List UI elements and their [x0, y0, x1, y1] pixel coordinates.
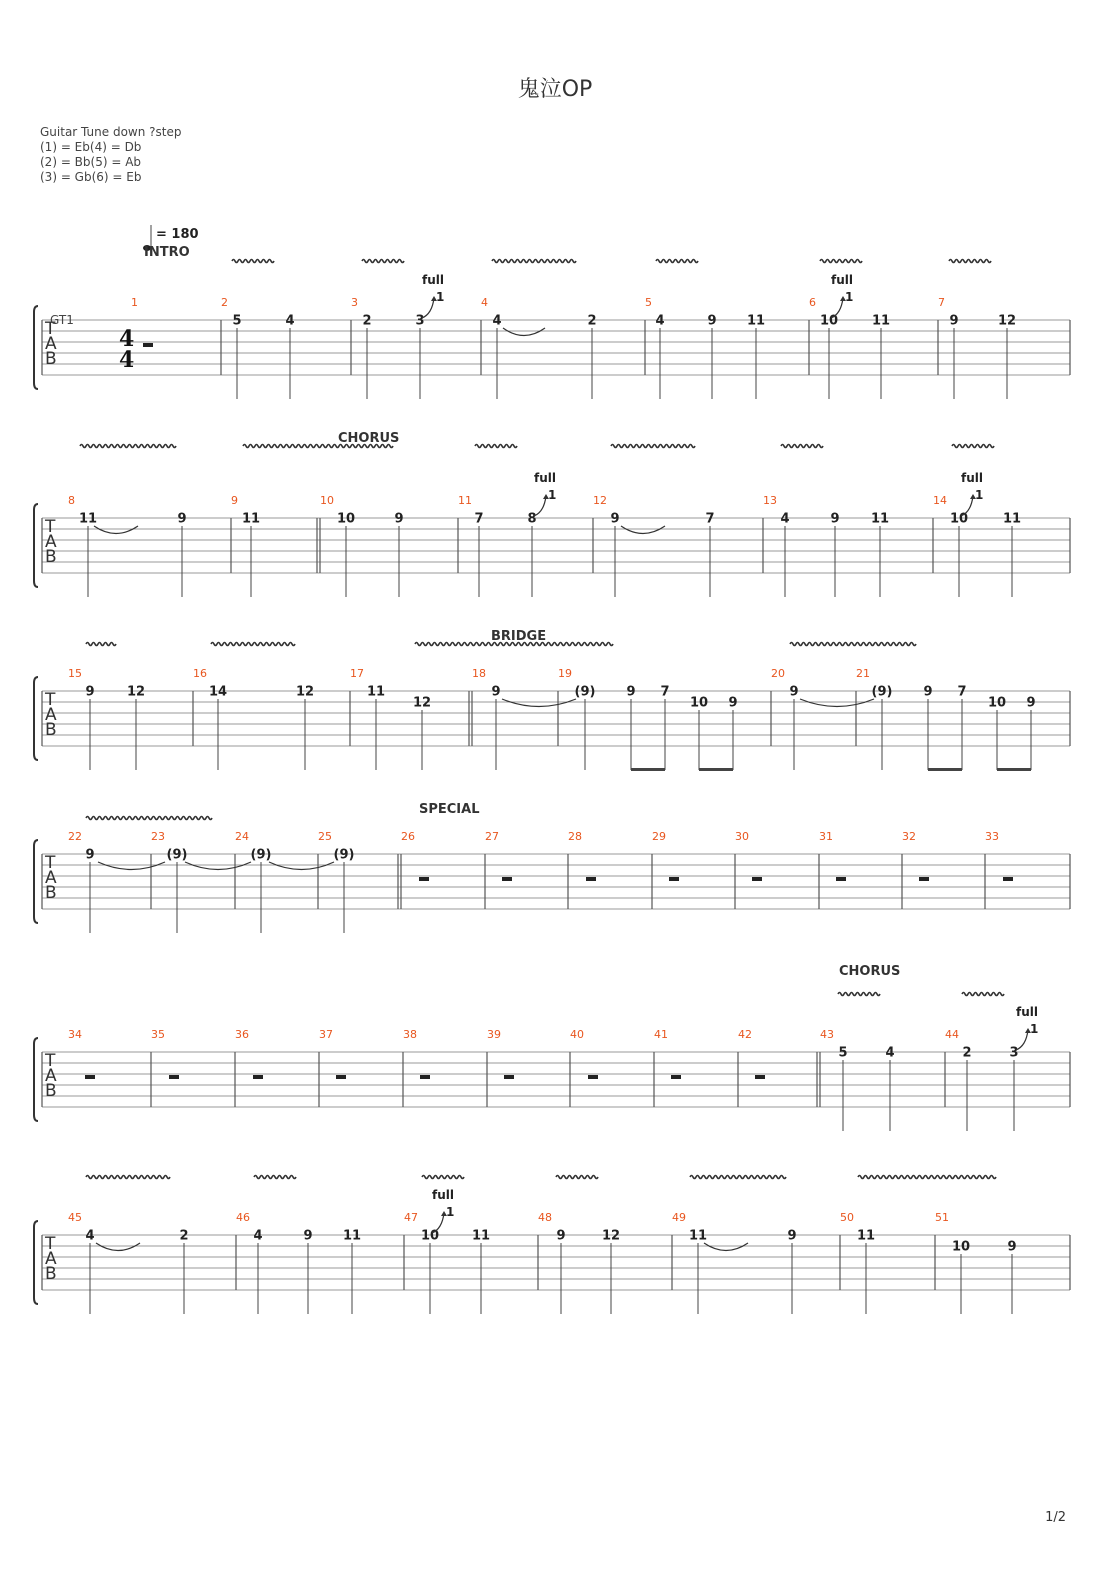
fret-number: 12 — [295, 684, 315, 700]
measure-number: 26 — [401, 830, 415, 843]
fret-number: 11 — [871, 313, 891, 329]
vibrato-mark — [781, 445, 823, 448]
time-signature-top: 4 — [119, 326, 135, 352]
tab-clef-letter: B — [45, 349, 57, 369]
tie-arc — [704, 1243, 748, 1251]
section-label: BRIDGE — [491, 629, 547, 644]
tab-clef-letter: T — [45, 319, 56, 339]
measure-number: 51 — [935, 1211, 949, 1224]
fret-number: 9 — [394, 511, 404, 527]
tab-clef-letter: B — [45, 547, 57, 567]
fret-number: 11 — [366, 684, 386, 700]
system-bracket — [34, 306, 38, 389]
tie-arc — [269, 862, 334, 870]
vibrato-mark — [362, 260, 404, 263]
fret-number: 9 — [728, 695, 738, 711]
fret-number: 9 — [789, 684, 799, 700]
vibrato-mark — [656, 260, 698, 263]
tab-clef-letter: A — [45, 1249, 57, 1269]
half-rest — [504, 1075, 514, 1079]
half-rest — [588, 1075, 598, 1079]
half-rest — [85, 1075, 95, 1079]
bend-label: full — [831, 273, 853, 287]
fret-number: 2 — [962, 1045, 972, 1061]
bend-label: full — [422, 273, 444, 287]
fret-number: 9 — [85, 684, 95, 700]
half-rest — [420, 1075, 430, 1079]
tuning-line: (1) = Eb(4) = Db — [40, 140, 142, 154]
fret-number: 7 — [474, 511, 484, 527]
fret-number: 10 — [819, 313, 839, 329]
measure-number: 48 — [538, 1211, 552, 1224]
measure-number: 40 — [570, 1028, 584, 1041]
bend-amount: 1 — [446, 1205, 455, 1219]
tie-arc — [98, 862, 165, 870]
measure-number: 16 — [193, 667, 207, 680]
beam — [928, 768, 962, 771]
tie-arc — [185, 862, 251, 870]
bend-label: full — [961, 471, 983, 485]
bend-label: full — [432, 1188, 454, 1202]
fret-number: 4 — [885, 1045, 895, 1061]
fret-number: 11 — [342, 1228, 362, 1244]
system-bracket — [34, 1221, 38, 1304]
section-label: CHORUS — [839, 964, 901, 979]
fret-number: 4 — [285, 313, 295, 329]
bend-label: full — [534, 471, 556, 485]
fret-number: 10 — [951, 1239, 971, 1255]
fret-number: 9 — [303, 1228, 313, 1244]
measure-number: 2 — [221, 296, 228, 309]
fret-number: 7 — [705, 511, 715, 527]
half-rest — [752, 877, 762, 881]
measure-number: 42 — [738, 1028, 752, 1041]
vibrato-mark — [422, 1176, 464, 1179]
half-rest — [336, 1075, 346, 1079]
fret-number: 2 — [362, 313, 372, 329]
tab-clef-letter: T — [45, 1234, 56, 1254]
fret-number: 10 — [689, 695, 709, 711]
bend-amount: 1 — [1030, 1022, 1039, 1036]
measure-number: 11 — [458, 494, 472, 507]
section-label: CHORUS — [338, 431, 400, 446]
measure-number: 28 — [568, 830, 582, 843]
vibrato-mark — [86, 643, 116, 646]
measure-number: 14 — [933, 494, 947, 507]
measure-number: 37 — [319, 1028, 333, 1041]
measure-number: 1 — [131, 296, 138, 309]
vibrato-mark — [611, 445, 695, 448]
measure-number: 9 — [231, 494, 238, 507]
fret-number: 4 — [492, 313, 502, 329]
fret-number: 9 — [949, 313, 959, 329]
fret-number: 9 — [610, 511, 620, 527]
vibrato-mark — [820, 260, 862, 263]
measure-number: 38 — [403, 1028, 417, 1041]
fret-number: 2 — [587, 313, 597, 329]
fret-number: 9 — [707, 313, 717, 329]
fret-number: (9) — [574, 684, 596, 700]
system-bracket — [34, 840, 38, 923]
half-rest — [1003, 877, 1013, 881]
vibrato-mark — [690, 1176, 786, 1179]
fret-number: 14 — [208, 684, 228, 700]
beam — [699, 768, 733, 771]
vibrato-mark — [86, 817, 212, 820]
fret-number: 9 — [923, 684, 933, 700]
section-label: INTRO — [144, 245, 190, 260]
half-rest — [669, 877, 679, 881]
fret-number: 5 — [838, 1045, 848, 1061]
measure-number: 27 — [485, 830, 499, 843]
fret-number: 12 — [412, 695, 432, 711]
half-rest — [253, 1075, 263, 1079]
fret-number: 9 — [1026, 695, 1036, 711]
tab-clef-letter: A — [45, 1066, 57, 1086]
measure-number: 12 — [593, 494, 607, 507]
system-bracket — [34, 1038, 38, 1121]
tab-clef-letter: A — [45, 532, 57, 552]
vibrato-mark — [949, 260, 991, 263]
tie-arc — [502, 699, 576, 707]
vibrato-mark — [475, 445, 517, 448]
vibrato-mark — [232, 260, 274, 263]
measure-number: 24 — [235, 830, 249, 843]
measure-number: 7 — [938, 296, 945, 309]
fret-number: 11 — [471, 1228, 491, 1244]
fret-number: 10 — [987, 695, 1007, 711]
tab-clef-letter: A — [45, 705, 57, 725]
measure-number: 31 — [819, 830, 833, 843]
vibrato-mark — [492, 260, 576, 263]
measure-number: 44 — [945, 1028, 959, 1041]
fret-number: 10 — [949, 511, 969, 527]
fret-number: 11 — [870, 511, 890, 527]
half-rest — [502, 877, 512, 881]
measure-number: 10 — [320, 494, 334, 507]
vibrato-mark — [790, 643, 916, 646]
fret-number: 4 — [655, 313, 665, 329]
measure-number: 46 — [236, 1211, 250, 1224]
half-rest — [671, 1075, 681, 1079]
fret-number: 9 — [556, 1228, 566, 1244]
measure-number: 13 — [763, 494, 777, 507]
fret-number: 9 — [787, 1228, 797, 1244]
track-label: GT1 — [50, 313, 74, 327]
fret-number: 4 — [85, 1228, 95, 1244]
fret-number: (9) — [333, 847, 355, 863]
tab-clef-letter: B — [45, 883, 57, 903]
fret-number: 3 — [1009, 1045, 1019, 1061]
fret-number: 12 — [997, 313, 1017, 329]
fret-number: 10 — [420, 1228, 440, 1244]
tab-clef-letter: A — [45, 868, 57, 888]
measure-number: 5 — [645, 296, 652, 309]
half-rest — [586, 877, 596, 881]
system-bracket — [34, 677, 38, 760]
half-rest — [755, 1075, 765, 1079]
measure-number: 32 — [902, 830, 916, 843]
vibrato-mark — [211, 643, 295, 646]
measure-number: 22 — [68, 830, 82, 843]
measure-number: 4 — [481, 296, 488, 309]
measure-number: 35 — [151, 1028, 165, 1041]
bend-label: full — [1016, 1005, 1038, 1019]
tab-clef-letter: T — [45, 853, 56, 873]
tab-clef-letter: B — [45, 720, 57, 740]
measure-number: 19 — [558, 667, 572, 680]
beam — [997, 768, 1031, 771]
tab-clef-letter: T — [45, 1051, 56, 1071]
measure-number: 17 — [350, 667, 364, 680]
fret-number: 12 — [126, 684, 146, 700]
fret-number: 5 — [232, 313, 242, 329]
measure-number: 36 — [235, 1028, 249, 1041]
fret-number: (9) — [250, 847, 272, 863]
time-signature-bottom: 4 — [119, 347, 135, 373]
tab-clef-letter: B — [45, 1264, 57, 1284]
bend-amount: 1 — [975, 488, 984, 502]
half-rest — [419, 877, 429, 881]
measure-number: 45 — [68, 1211, 82, 1224]
measure-number: 34 — [68, 1028, 82, 1041]
half-rest — [143, 343, 153, 347]
half-rest — [836, 877, 846, 881]
bend-amount: 1 — [436, 290, 445, 304]
measure-number: 8 — [68, 494, 75, 507]
vibrato-mark — [86, 1176, 170, 1179]
beam — [631, 768, 665, 771]
measure-number: 6 — [809, 296, 816, 309]
fret-number: 11 — [856, 1228, 876, 1244]
fret-number: 4 — [253, 1228, 263, 1244]
measure-number: 39 — [487, 1028, 501, 1041]
measure-number: 30 — [735, 830, 749, 843]
fret-number: 4 — [780, 511, 790, 527]
song-title: 鬼泣OP — [517, 77, 593, 102]
tab-clef-letter: T — [45, 690, 56, 710]
fret-number: 9 — [830, 511, 840, 527]
fret-number: 9 — [1007, 1239, 1017, 1255]
measure-number: 41 — [654, 1028, 668, 1041]
fret-number: 2 — [179, 1228, 189, 1244]
fret-number: 3 — [415, 313, 425, 329]
fret-number: 11 — [1002, 511, 1022, 527]
tie-arc — [96, 1243, 140, 1251]
fret-number: 12 — [601, 1228, 621, 1244]
tie-arc — [503, 328, 545, 336]
fret-number: (9) — [166, 847, 188, 863]
tie-arc — [621, 526, 665, 534]
fret-number: 7 — [660, 684, 670, 700]
system-bracket — [34, 504, 38, 587]
fret-number: 9 — [85, 847, 95, 863]
measure-number: 21 — [856, 667, 870, 680]
tuning-line: (2) = Bb(5) = Ab — [40, 155, 142, 169]
measure-number: 18 — [472, 667, 486, 680]
measure-number: 15 — [68, 667, 82, 680]
fret-number: 8 — [527, 511, 537, 527]
measure-number: 23 — [151, 830, 165, 843]
measure-number: 20 — [771, 667, 785, 680]
vibrato-mark — [952, 445, 994, 448]
tab-clef-letter: T — [45, 517, 56, 537]
vibrato-mark — [858, 1176, 996, 1179]
measure-number: 50 — [840, 1211, 854, 1224]
bend-amount: 1 — [548, 488, 557, 502]
fret-number: 10 — [336, 511, 356, 527]
fret-number: 11 — [688, 1228, 708, 1244]
tempo-marking: = 180 — [156, 227, 199, 242]
vibrato-mark — [254, 1176, 296, 1179]
fret-number: (9) — [871, 684, 893, 700]
vibrato-mark — [556, 1176, 598, 1179]
fret-number: 7 — [957, 684, 967, 700]
fret-number: 11 — [241, 511, 261, 527]
tuning-heading: Guitar Tune down ?step — [40, 125, 182, 139]
measure-number: 29 — [652, 830, 666, 843]
bend-amount: 1 — [845, 290, 854, 304]
section-label: SPECIAL — [419, 802, 480, 817]
fret-number: 9 — [626, 684, 636, 700]
tab-clef-letter: B — [45, 1081, 57, 1101]
page-number: 1/2 — [1045, 1510, 1066, 1525]
measure-number: 33 — [985, 830, 999, 843]
measure-number: 25 — [318, 830, 332, 843]
fret-number: 11 — [746, 313, 766, 329]
tab-clef-letter: A — [45, 334, 57, 354]
measure-number: 49 — [672, 1211, 686, 1224]
measure-number: 3 — [351, 296, 358, 309]
measure-number: 43 — [820, 1028, 834, 1041]
vibrato-mark — [962, 993, 1004, 996]
vibrato-mark — [838, 993, 880, 996]
fret-number: 9 — [491, 684, 501, 700]
tie-arc — [94, 526, 138, 534]
measure-number: 47 — [404, 1211, 418, 1224]
tie-arc — [800, 699, 874, 707]
half-rest — [919, 877, 929, 881]
tuning-line: (3) = Gb(6) = Eb — [40, 170, 142, 184]
vibrato-mark — [80, 445, 176, 448]
fret-number: 9 — [177, 511, 187, 527]
fret-number: 11 — [78, 511, 98, 527]
half-rest — [169, 1075, 179, 1079]
